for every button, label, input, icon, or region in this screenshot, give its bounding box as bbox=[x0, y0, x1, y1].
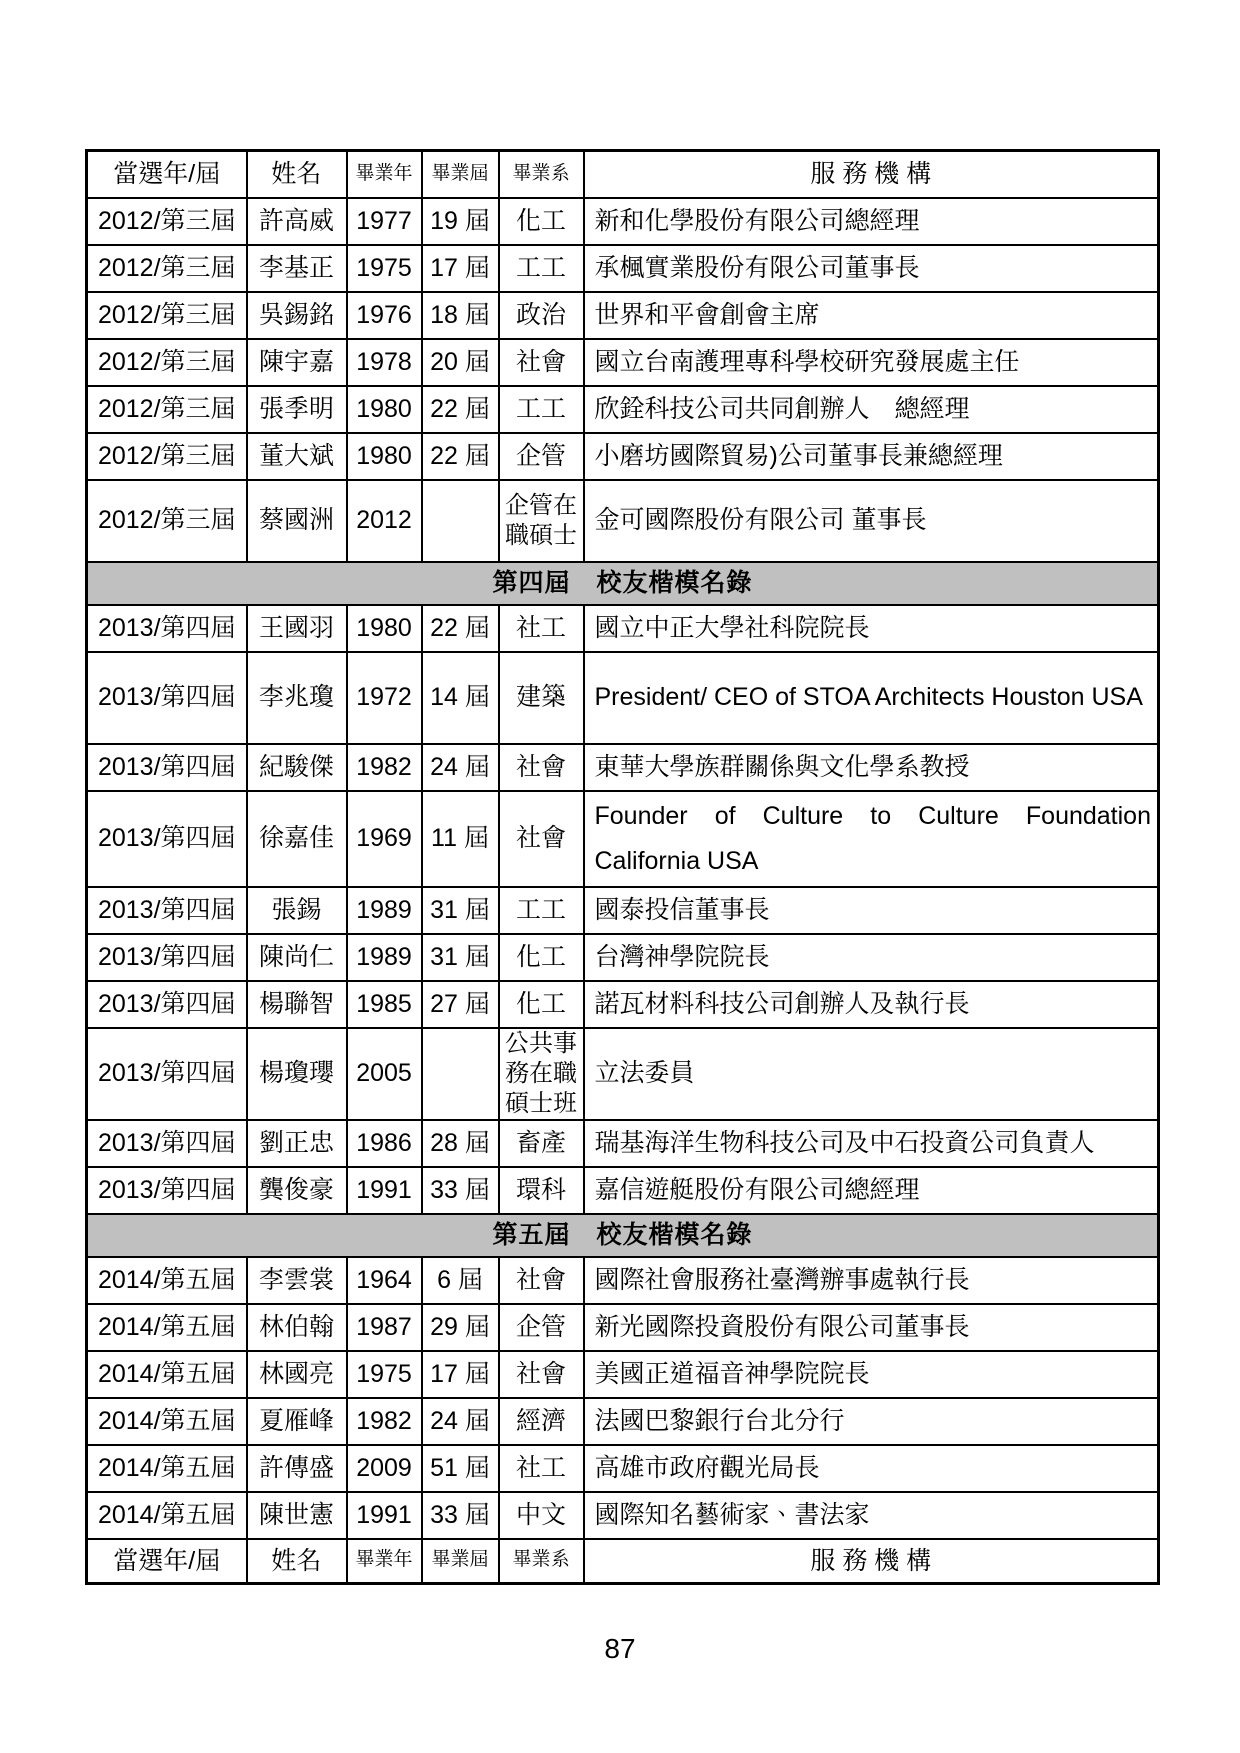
cell-grad-year: 1989 bbox=[347, 934, 422, 981]
table-row bbox=[87, 887, 1159, 934]
cell-election-year: 2013/第四屆 bbox=[87, 744, 247, 791]
cell-election-year: 2013/第四屆 bbox=[87, 934, 247, 981]
cell-grad-class: 33 屆 bbox=[422, 1492, 499, 1539]
cell-name: 劉正忠 bbox=[247, 1120, 347, 1167]
cell-grad-year: 1977 bbox=[347, 198, 422, 245]
cell-grad-class: 29 屆 bbox=[422, 1304, 499, 1351]
cell-org: 台灣神學院院長 bbox=[584, 934, 1159, 981]
cell-grad-year: 1987 bbox=[347, 1304, 422, 1351]
cell-grad-class: 14 屆 bbox=[422, 652, 499, 744]
cell-dept: 化工 bbox=[499, 981, 584, 1028]
cell-dept: 社會 bbox=[499, 791, 584, 887]
cell-org: 新和化學股份有限公司總經理 bbox=[584, 198, 1159, 245]
cell-dept: 工工 bbox=[499, 386, 584, 433]
cell-grad-class: 20 屆 bbox=[422, 339, 499, 386]
cell-org: 東華大學族群關係與文化學系教授 bbox=[584, 744, 1159, 791]
footer-grad-year: 畢業年 bbox=[347, 1539, 422, 1584]
cell-election-year: 2013/第四屆 bbox=[87, 981, 247, 1028]
cell-org: 國泰投信董事長 bbox=[584, 887, 1159, 934]
footer-dept: 畢業系 bbox=[499, 1539, 584, 1584]
cell-org: 欣銓科技公司共同創辦人 總經理 bbox=[584, 386, 1159, 433]
cell-org: 法國巴黎銀行台北分行 bbox=[584, 1398, 1159, 1445]
cell-grad-class bbox=[422, 1028, 499, 1120]
table-row bbox=[87, 480, 1159, 562]
cell-election-year: 2014/第五屆 bbox=[87, 1492, 247, 1539]
section-header: 第四屆 校友楷模名錄 bbox=[87, 562, 1159, 605]
cell-grad-year: 1975 bbox=[347, 245, 422, 292]
cell-grad-class: 33 屆 bbox=[422, 1167, 499, 1214]
cell-org: 嘉信遊艇股份有限公司總經理 bbox=[584, 1167, 1159, 1214]
header-row bbox=[87, 151, 1159, 198]
cell-grad-year: 1982 bbox=[347, 744, 422, 791]
cell-name: 張季明 bbox=[247, 386, 347, 433]
cell-election-year: 2012/第三屆 bbox=[87, 339, 247, 386]
table-row bbox=[87, 1120, 1159, 1167]
cell-dept: 化工 bbox=[499, 198, 584, 245]
footer-header-row bbox=[87, 1539, 1159, 1584]
cell-name: 吳錫銘 bbox=[247, 292, 347, 339]
table-row bbox=[87, 744, 1159, 791]
cell-grad-year: 1991 bbox=[347, 1167, 422, 1214]
cell-grad-year: 2005 bbox=[347, 1028, 422, 1120]
cell-grad-class: 17 屆 bbox=[422, 245, 499, 292]
cell-grad-class: 22 屆 bbox=[422, 386, 499, 433]
cell-dept: 社會 bbox=[499, 1257, 584, 1304]
cell-dept: 工工 bbox=[499, 245, 584, 292]
cell-dept: 社會 bbox=[499, 339, 584, 386]
cell-dept: 社工 bbox=[499, 1445, 584, 1492]
cell-dept: 工工 bbox=[499, 887, 584, 934]
cell-grad-year: 1989 bbox=[347, 887, 422, 934]
cell-grad-year: 1976 bbox=[347, 292, 422, 339]
cell-grad-year: 1975 bbox=[347, 1351, 422, 1398]
cell-grad-year: 2009 bbox=[347, 1445, 422, 1492]
cell-org: 立法委員 bbox=[584, 1028, 1159, 1120]
cell-dept: 畜產 bbox=[499, 1120, 584, 1167]
cell-grad-class: 19 屆 bbox=[422, 198, 499, 245]
cell-org: 國際社會服務社臺灣辦事處執行長 bbox=[584, 1257, 1159, 1304]
cell-name: 蔡國洲 bbox=[247, 480, 347, 562]
cell-name: 董大斌 bbox=[247, 433, 347, 480]
header-org: 服 務 機 構 bbox=[584, 151, 1159, 198]
header-dept: 畢業系 bbox=[499, 151, 584, 198]
header-grad-year: 畢業年 bbox=[347, 151, 422, 198]
cell-name: 夏雁峰 bbox=[247, 1398, 347, 1445]
cell-grad-year: 1985 bbox=[347, 981, 422, 1028]
cell-org: 小磨坊國際貿易)公司董事長兼總經理 bbox=[584, 433, 1159, 480]
cell-dept: 企管在職碩士 bbox=[499, 480, 584, 562]
cell-grad-year: 1972 bbox=[347, 652, 422, 744]
cell-org: 美國正道福音神學院院長 bbox=[584, 1351, 1159, 1398]
cell-grad-class: 6 屆 bbox=[422, 1257, 499, 1304]
table-row bbox=[87, 605, 1159, 652]
cell-name: 王國羽 bbox=[247, 605, 347, 652]
cell-name: 徐嘉佳 bbox=[247, 791, 347, 887]
cell-org: President/ CEO of STOA Architects Houston USA bbox=[584, 652, 1159, 744]
cell-election-year: 2012/第三屆 bbox=[87, 198, 247, 245]
cell-name: 張錫 bbox=[247, 887, 347, 934]
cell-grad-year: 1980 bbox=[347, 433, 422, 480]
cell-election-year: 2013/第四屆 bbox=[87, 1028, 247, 1120]
cell-name: 楊瓊瓔 bbox=[247, 1028, 347, 1120]
cell-grad-class: 24 屆 bbox=[422, 1398, 499, 1445]
cell-election-year: 2013/第四屆 bbox=[87, 1120, 247, 1167]
cell-org: 瑞基海洋生物科技公司及中石投資公司負責人 bbox=[584, 1120, 1159, 1167]
cell-grad-year: 1991 bbox=[347, 1492, 422, 1539]
cell-grad-class: 31 屆 bbox=[422, 887, 499, 934]
cell-org: 承楓實業股份有限公司董事長 bbox=[584, 245, 1159, 292]
cell-grad-class: 22 屆 bbox=[422, 605, 499, 652]
cell-org: Founder of Culture to Culture Foundation California USA bbox=[584, 791, 1159, 887]
table-row bbox=[87, 791, 1159, 887]
cell-name: 楊聯智 bbox=[247, 981, 347, 1028]
section-row bbox=[87, 1214, 1159, 1257]
table-row bbox=[87, 1028, 1159, 1120]
footer-election-year: 當選年/屆 bbox=[87, 1539, 247, 1584]
table-row bbox=[87, 934, 1159, 981]
cell-grad-class: 17 屆 bbox=[422, 1351, 499, 1398]
cell-name: 許傳盛 bbox=[247, 1445, 347, 1492]
cell-grad-class: 27 屆 bbox=[422, 981, 499, 1028]
cell-org: 國立台南護理專科學校研究發展處主任 bbox=[584, 339, 1159, 386]
cell-name: 許高威 bbox=[247, 198, 347, 245]
cell-dept: 企管 bbox=[499, 433, 584, 480]
cell-name: 陳世憲 bbox=[247, 1492, 347, 1539]
table-row bbox=[87, 1492, 1159, 1539]
cell-dept: 公共事務在職碩士班 bbox=[499, 1028, 584, 1120]
footer-name: 姓名 bbox=[247, 1539, 347, 1584]
cell-dept: 經濟 bbox=[499, 1398, 584, 1445]
cell-election-year: 2014/第五屆 bbox=[87, 1304, 247, 1351]
cell-org: 金可國際股份有限公司 董事長 bbox=[584, 480, 1159, 562]
cell-election-year: 2013/第四屆 bbox=[87, 1167, 247, 1214]
cell-grad-year: 1980 bbox=[347, 605, 422, 652]
cell-name: 林伯翰 bbox=[247, 1304, 347, 1351]
footer-grad-class: 畢業屆 bbox=[422, 1539, 499, 1584]
table-row bbox=[87, 1351, 1159, 1398]
alumni-honor-roll-table bbox=[85, 149, 1160, 1585]
cell-grad-year: 1982 bbox=[347, 1398, 422, 1445]
cell-grad-year: 1986 bbox=[347, 1120, 422, 1167]
table-row bbox=[87, 292, 1159, 339]
cell-org: 高雄市政府觀光局長 bbox=[584, 1445, 1159, 1492]
cell-name: 林國亮 bbox=[247, 1351, 347, 1398]
table-row bbox=[87, 1257, 1159, 1304]
cell-dept: 環科 bbox=[499, 1167, 584, 1214]
cell-org: 國立中正大學社科院院長 bbox=[584, 605, 1159, 652]
cell-grad-class: 11 屆 bbox=[422, 791, 499, 887]
cell-election-year: 2013/第四屆 bbox=[87, 605, 247, 652]
cell-grad-year: 2012 bbox=[347, 480, 422, 562]
section-header: 第五屆 校友楷模名錄 bbox=[87, 1214, 1159, 1257]
cell-org: 諾瓦材料科技公司創辦人及執行長 bbox=[584, 981, 1159, 1028]
table-row bbox=[87, 339, 1159, 386]
cell-election-year: 2014/第五屆 bbox=[87, 1445, 247, 1492]
cell-election-year: 2012/第三屆 bbox=[87, 292, 247, 339]
cell-grad-class: 24 屆 bbox=[422, 744, 499, 791]
cell-election-year: 2014/第五屆 bbox=[87, 1398, 247, 1445]
header-name: 姓名 bbox=[247, 151, 347, 198]
cell-org: 新光國際投資股份有限公司董事長 bbox=[584, 1304, 1159, 1351]
cell-grad-class: 28 屆 bbox=[422, 1120, 499, 1167]
cell-name: 龔俊豪 bbox=[247, 1167, 347, 1214]
cell-election-year: 2012/第三屆 bbox=[87, 480, 247, 562]
table-row bbox=[87, 981, 1159, 1028]
cell-dept: 社會 bbox=[499, 1351, 584, 1398]
table-row bbox=[87, 1304, 1159, 1351]
table-row bbox=[87, 245, 1159, 292]
cell-name: 紀駿傑 bbox=[247, 744, 347, 791]
cell-org: 國際知名藝術家、書法家 bbox=[584, 1492, 1159, 1539]
cell-grad-year: 1964 bbox=[347, 1257, 422, 1304]
page-number: 87 bbox=[604, 1633, 636, 1664]
cell-grad-year: 1978 bbox=[347, 339, 422, 386]
table-row bbox=[87, 433, 1159, 480]
cell-dept: 社工 bbox=[499, 605, 584, 652]
cell-election-year: 2012/第三屆 bbox=[87, 433, 247, 480]
cell-name: 陳尚仁 bbox=[247, 934, 347, 981]
cell-grad-year: 1969 bbox=[347, 791, 422, 887]
header-grad-class: 畢業屆 bbox=[422, 151, 499, 198]
cell-name: 李雲裳 bbox=[247, 1257, 347, 1304]
cell-election-year: 2013/第四屆 bbox=[87, 652, 247, 744]
header-election-year: 當選年/屆 bbox=[87, 151, 247, 198]
cell-dept: 政治 bbox=[499, 292, 584, 339]
cell-election-year: 2013/第四屆 bbox=[87, 887, 247, 934]
cell-election-year: 2013/第四屆 bbox=[87, 791, 247, 887]
cell-election-year: 2014/第五屆 bbox=[87, 1351, 247, 1398]
cell-name: 陳宇嘉 bbox=[247, 339, 347, 386]
cell-dept: 社會 bbox=[499, 744, 584, 791]
cell-grad-class bbox=[422, 480, 499, 562]
cell-election-year: 2014/第五屆 bbox=[87, 1257, 247, 1304]
cell-grad-class: 31 屆 bbox=[422, 934, 499, 981]
cell-grad-class: 22 屆 bbox=[422, 433, 499, 480]
cell-dept: 中文 bbox=[499, 1492, 584, 1539]
cell-org: 世界和平會創會主席 bbox=[584, 292, 1159, 339]
table-row bbox=[87, 198, 1159, 245]
cell-dept: 建築 bbox=[499, 652, 584, 744]
table-row bbox=[87, 1167, 1159, 1214]
section-row bbox=[87, 562, 1159, 605]
cell-election-year: 2012/第三屆 bbox=[87, 386, 247, 433]
cell-election-year: 2012/第三屆 bbox=[87, 245, 247, 292]
table-row bbox=[87, 652, 1159, 744]
cell-grad-year: 1980 bbox=[347, 386, 422, 433]
cell-name: 李基正 bbox=[247, 245, 347, 292]
table-row bbox=[87, 1398, 1159, 1445]
cell-dept: 化工 bbox=[499, 934, 584, 981]
table-row bbox=[87, 1445, 1159, 1492]
cell-name: 李兆瓊 bbox=[247, 652, 347, 744]
table-row bbox=[87, 386, 1159, 433]
cell-dept: 企管 bbox=[499, 1304, 584, 1351]
cell-grad-class: 18 屆 bbox=[422, 292, 499, 339]
cell-grad-class: 51 屆 bbox=[422, 1445, 499, 1492]
footer-org: 服 務 機 構 bbox=[584, 1539, 1159, 1584]
